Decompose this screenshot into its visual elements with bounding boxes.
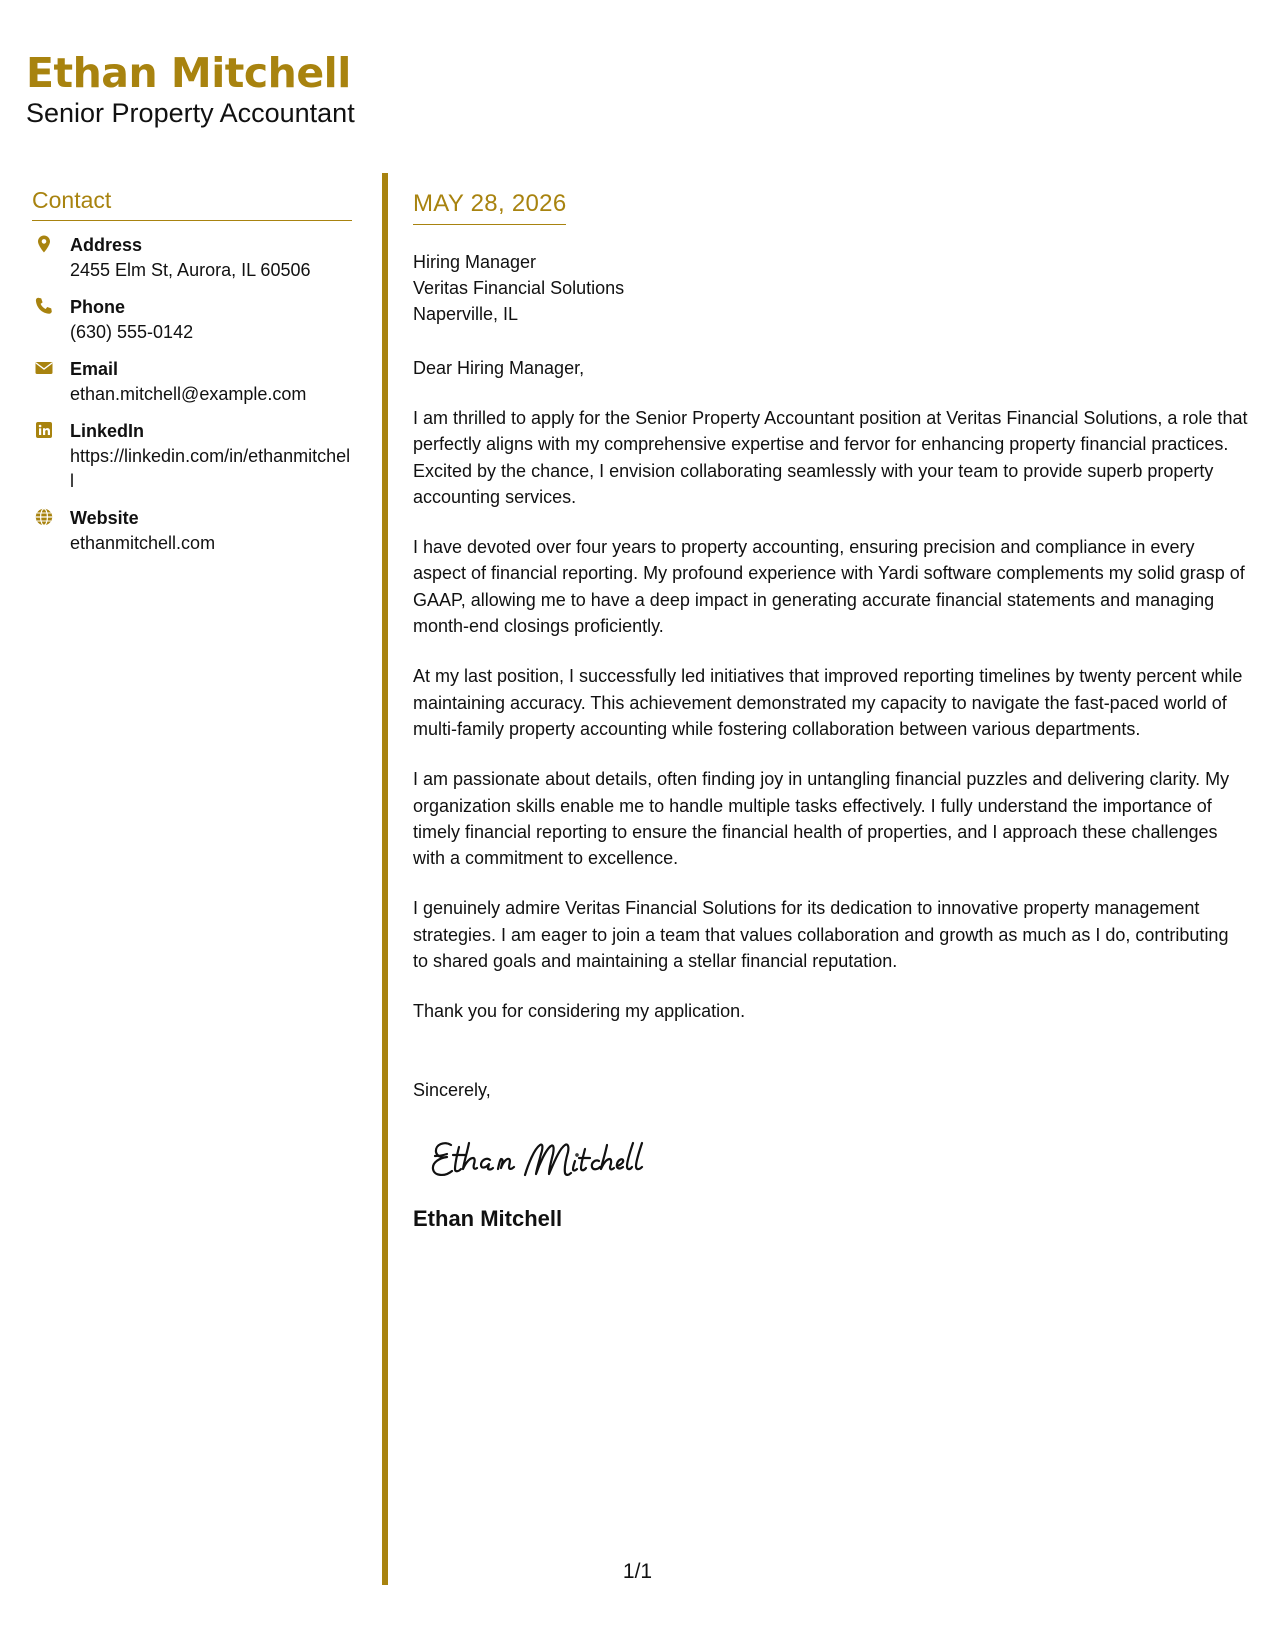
salutation: Dear Hiring Manager,: [413, 358, 585, 378]
map-pin-icon: [34, 234, 54, 254]
signer-name: Ethan Mitchell: [413, 1205, 563, 1231]
contact-label: Website: [70, 508, 139, 528]
page-number-text: 1/1: [622, 1560, 653, 1583]
recipient-company: Veritas Financial Solutions: [413, 278, 625, 298]
phone-value: (630) 555-0142: [70, 322, 194, 342]
linkedin-value[interactable]: https://linkedin.com/in/ethanmitchell: [70, 446, 351, 491]
recipient-block: [413, 249, 1248, 327]
job-title: Senior Property Accountant: [26, 98, 355, 128]
page-number: [0, 1560, 1275, 1584]
contact-label: Phone: [70, 297, 126, 317]
linkedin-icon: [34, 420, 54, 440]
contact-item-phone: [32, 295, 352, 345]
contact-label: Email: [70, 359, 119, 379]
paragraph: I am passionate about details, often finding joy in untangling financial puzzles and delivering clarity. My organization skills enable me to handle multiple tasks effectively. I fully understand the importance of timely financial reporting to ensure the financial health of properties, and I approach these challenges with a commitment to excellence.: [413, 769, 1230, 869]
recipient-name: Hiring Manager: [413, 252, 537, 272]
contact-label: LinkedIn: [70, 421, 145, 441]
contact-item-linkedin: [32, 419, 352, 494]
paragraph: I am thrilled to apply for the Senior Property Accountant position at Veritas Financial Solutions, a role that perfectly aligns with my comprehensive expertise and fervor for enhancing property financial practices. Excited by the chance, I envision collaborating seamlessly with your team to provide superb property accounting services.: [413, 408, 1248, 507]
globe-icon: [34, 507, 54, 527]
handwritten-signature: [425, 1131, 1248, 1191]
contact-item-email: [32, 357, 352, 407]
paragraph: At my last position, I successfully led initiatives that improved reporting timelines by twenty percent while maintaining accuracy. This achievement demonstrated my capacity to navigate the fast-paced world of multi-family property accounting while fostering collaboration between various departments.: [413, 666, 1243, 739]
envelope-icon: [34, 358, 54, 378]
email-value[interactable]: ethan.mitchell@example.com: [70, 384, 307, 404]
paragraph: Thank you for considering my application.: [413, 1001, 746, 1022]
letter-body: [413, 190, 1248, 1233]
address-value: 2455 Elm St, Aurora, IL 60506: [70, 260, 311, 280]
letter-date: MAY 28, 2026: [413, 190, 566, 225]
contact-list: [32, 233, 352, 556]
contact-item-website: [32, 506, 352, 556]
closing: Sincerely,: [413, 1079, 491, 1100]
candidate-name: Ethan Mitchell: [26, 49, 351, 97]
contact-heading: Contact: [32, 187, 352, 221]
recipient-location: Naperville, IL: [413, 304, 519, 324]
contact-item-address: [32, 233, 352, 283]
website-value[interactable]: ethanmitchell.com: [70, 533, 216, 553]
phone-icon: [34, 296, 54, 316]
header: [26, 48, 355, 130]
contact-label: Address: [70, 235, 143, 255]
paragraph: I have devoted over four years to property accounting, ensuring precision and compliance in every aspect of financial reporting. My profound experience with Yardi software complements my solid grasp of GAAP, allowing me to have a deep impact in generating accurate financial statements and managing month-end closings proficiently.: [413, 537, 1245, 637]
signature-image: [425, 1131, 665, 1191]
contact-sidebar: [32, 187, 352, 568]
paragraph: I genuinely admire Veritas Financial Solutions for its dedication to innovative property management strategies. I am eager to join a team that values collaboration and growth as much as I do, contributing to shared goals and maintaining a stellar financial reputation.: [413, 898, 1229, 972]
vertical-divider: [382, 173, 388, 1585]
